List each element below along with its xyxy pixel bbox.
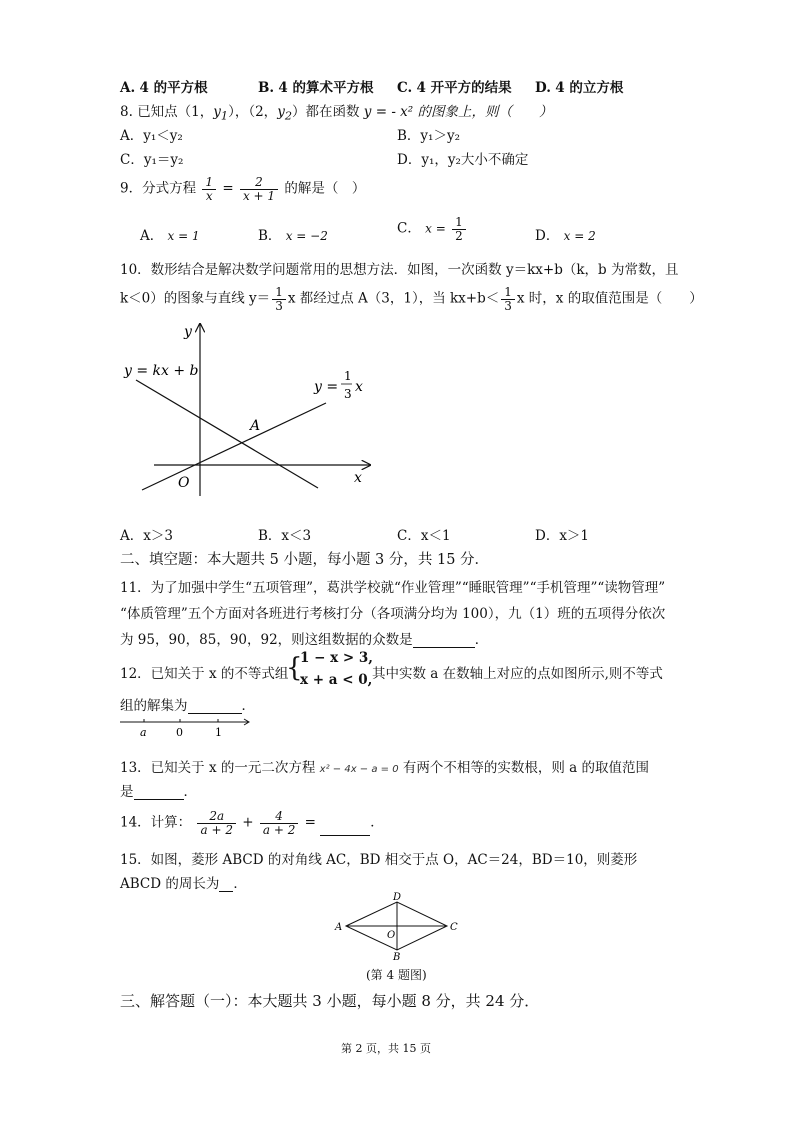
q7-option-a: A. 4 的平方根	[120, 80, 208, 96]
q11-line2: “体质管理”五个方面对各班进行考核打分（各项满分均为 100），九（1）班的五项得分依次	[120, 606, 666, 622]
section2-heading: 二、填空题：本大题共 5 小题，每小题 3 分，共 15 分．	[120, 552, 490, 568]
line2-label-pre: y =	[314, 379, 339, 395]
q15-answer-blank[interactable]	[219, 877, 233, 892]
q15-rhombus-figure	[330, 890, 465, 962]
q8-option-a: A．y₁＜y₂	[120, 128, 183, 144]
q9-option-c: C． x = $\frac{1}{2}$	[397, 216, 468, 242]
q7-option-c: C. 4 开平方的结果	[397, 80, 512, 96]
rhombus-label-d: D	[393, 892, 402, 903]
rhombus-label-a: A	[335, 922, 343, 933]
q14-line: 14．计算： $\frac{2a}{a + 2}$ + $\frac{4}{a + 2}$ = ．	[120, 809, 384, 837]
line2-label-post: x	[355, 379, 363, 395]
q11-line3: 为 95，90，85，90，92，则这组数据的众数是 ．	[120, 632, 489, 648]
q10-line1: 10．数形结合是解决数学问题常用的思想方法．如图，一次函数 y＝kx+b（k，b 为常数，且	[120, 262, 679, 278]
q15-line1: 15．如图，菱形 ABCD 的对角线 AC，BD 相交于点 O，AC＝24，BD＝10，则菱形	[120, 852, 638, 868]
q8-option-b: B．y₁＞y₂	[397, 128, 460, 144]
q9-option-b: B． x = −2	[258, 228, 328, 244]
q12-suffix: 其中实数 a 在数轴上对应的点如图所示,则不等式	[372, 666, 663, 682]
origin-label: O	[178, 475, 190, 491]
q10-option-a: A．x＞3	[120, 528, 173, 544]
q10-line2: k＜0）的图象与直线 y＝ $\frac{1}{3}$ x 都经过点 A（3，1），当 kx+b＜ $\frac{1}{3}$ x 时，x 的取值范围是（ ）	[120, 285, 703, 313]
q13-line1: 13．已知关于 x 的一元二次方程 x² − 4x − a = 0 有两个不相等的实数根，则 a 的取值范围	[120, 760, 650, 776]
q9-option-a: A． x = 1	[140, 228, 200, 244]
line2-den: 3	[344, 387, 352, 401]
q12-ineq2: x + a < 0,	[300, 672, 373, 688]
q10-option-c: C．x＜1	[397, 528, 451, 544]
numberline-one: 1	[215, 726, 222, 739]
rhombus-label-b: B	[393, 952, 401, 962]
q12-ineq1: 1 − x > 3,	[300, 650, 373, 666]
point-a-label: A	[250, 418, 261, 434]
line2-num: 1	[344, 369, 352, 383]
q10-graph	[118, 318, 388, 503]
q8-stem: 8. 已知点（1，$y_1$），（2，$y_2$）都在函数 y = - x² 的图象上，则（ ）	[120, 104, 553, 123]
x-axis-label: x	[354, 470, 362, 486]
section3-heading: 三、解答题（一）：本大题共 3 小题，每小题 8 分，共 24 分．	[120, 992, 540, 1010]
line-kx-b	[136, 380, 318, 488]
q7-option-b: B. 4 的算术平方根	[258, 80, 374, 96]
rhombus-label-c: C	[450, 922, 458, 933]
q8-option-d: D．y₁，y₂大小不确定	[397, 152, 529, 168]
q14-answer-blank[interactable]	[320, 821, 370, 836]
q11-line1: 11．为了加强中学生“五项管理”，葛洪学校就“作业管理”“睡眠管理”“手机管理”“读物管理”	[120, 580, 666, 596]
q13-line2: 是 ．	[120, 784, 197, 800]
q12-brace: {	[286, 653, 303, 683]
q7-option-d: D. 4 的立方根	[535, 80, 624, 96]
q8-option-c: C．y₁＝y₂	[120, 152, 184, 168]
q10-option-b: B．x＜3	[258, 528, 312, 544]
numberline-a: a	[140, 726, 147, 739]
q12-number-line	[118, 712, 258, 742]
q12-prefix: 12．已知关于 x 的不等式组	[120, 666, 289, 682]
q12-line2: 组的解集为 ．	[120, 698, 255, 714]
rhombus-label-o: O	[387, 930, 396, 941]
q9-stem: 9．分式方程 $\frac{1}{x}$ = $\frac{2}{x + 1}$ 的解是（ ）	[120, 175, 366, 203]
y-axis-label: y	[184, 324, 192, 340]
numberline-zero: 0	[176, 726, 183, 739]
q15-figure-caption: (第 4 题图)	[366, 968, 427, 982]
page-footer: 第 2 页，共 15 页	[341, 1042, 431, 1055]
q13-answer-blank[interactable]	[134, 785, 184, 800]
q11-answer-blank[interactable]	[413, 633, 475, 648]
q15-line2: ABCD 的周长为 ．	[120, 876, 247, 892]
q10-option-d: D．x＞1	[535, 528, 590, 544]
line1-label: y = kx + b	[124, 363, 199, 379]
q9-option-d: D． x = 2	[535, 228, 596, 244]
